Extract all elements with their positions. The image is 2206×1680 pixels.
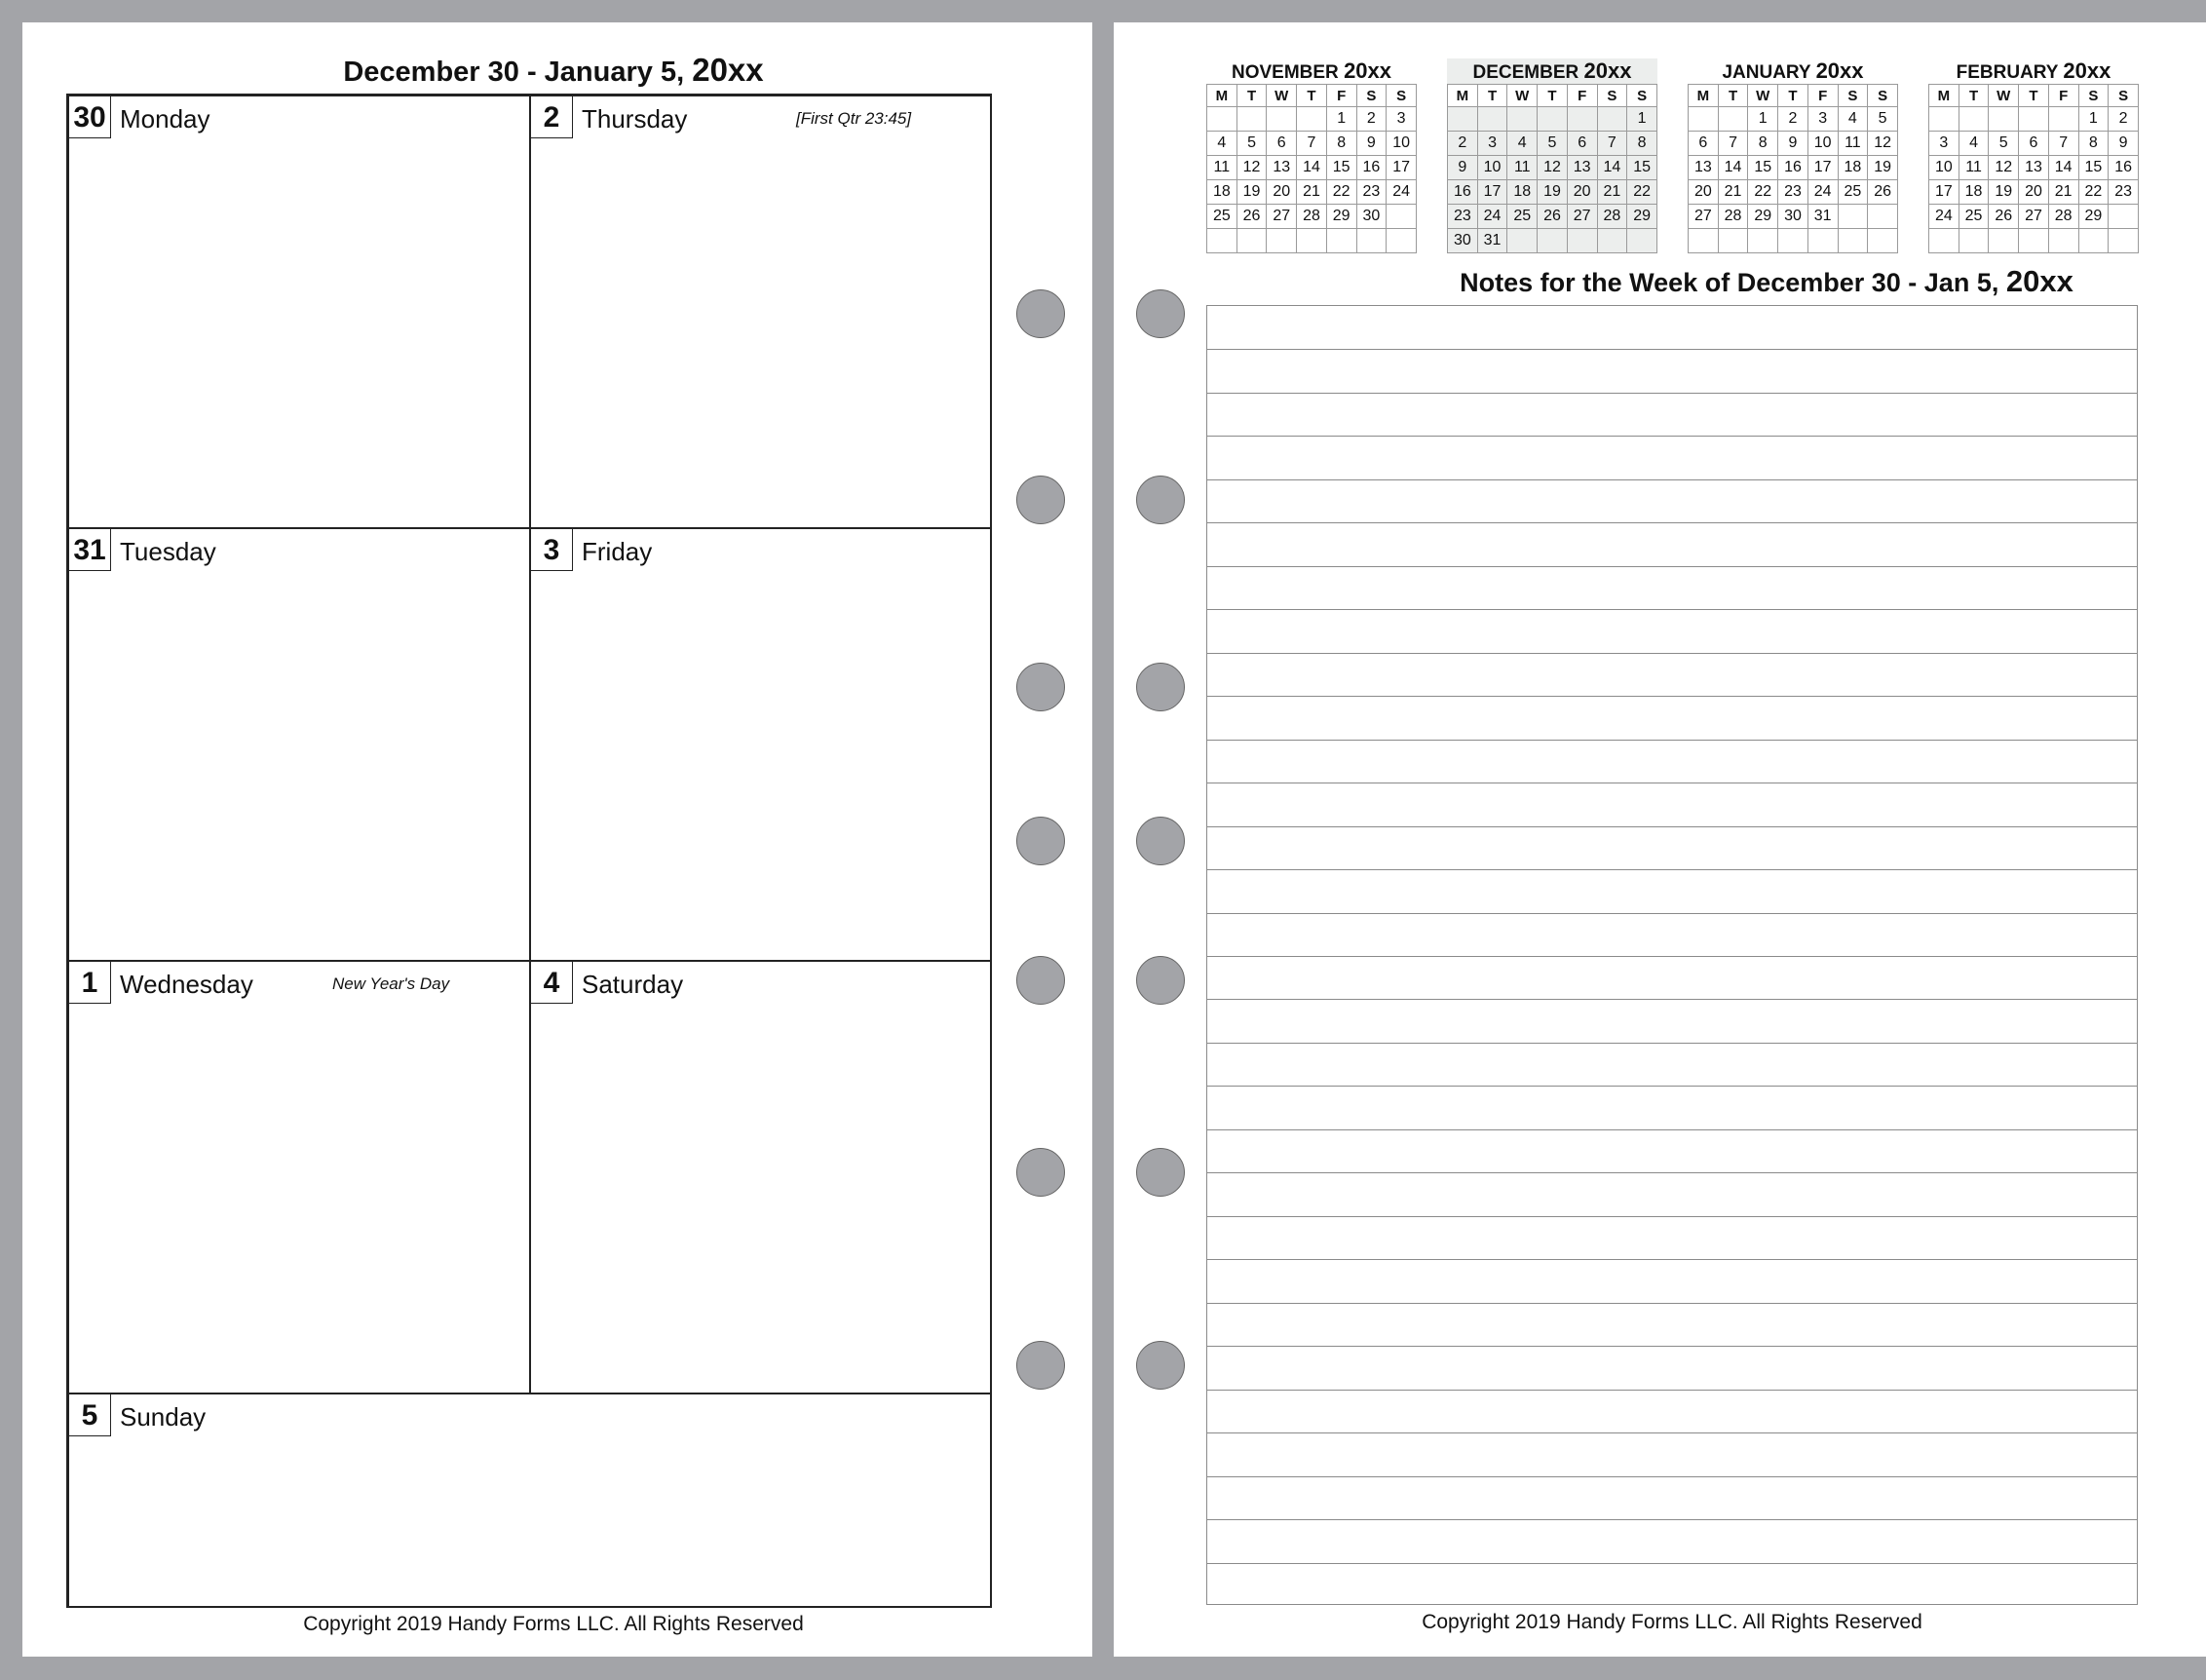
- day-name: Thursday: [582, 104, 688, 134]
- weekday-header: S: [1838, 85, 1868, 107]
- calendar-day: 10: [1807, 132, 1838, 156]
- calendar-day: 14: [2048, 156, 2078, 180]
- notes-line: [1207, 479, 2137, 480]
- left-page: [22, 22, 1092, 1657]
- notes-line: [1207, 956, 2137, 957]
- calendar-day: [1929, 107, 1959, 132]
- calendar-day: [1236, 107, 1267, 132]
- weekday-header: F: [2048, 85, 2078, 107]
- binder-hole: [1136, 817, 1185, 865]
- calendar-day: 28: [1597, 205, 1627, 229]
- calendar-day: 18: [1838, 156, 1868, 180]
- calendar-day: 10: [1929, 156, 1959, 180]
- day-number: 3: [530, 528, 573, 571]
- calendar-day: 21: [1718, 180, 1748, 205]
- binder-hole: [1136, 289, 1185, 338]
- calendar-day: 5: [1868, 107, 1898, 132]
- calendar-day: 24: [1387, 180, 1417, 205]
- mini-calendar-january: [1688, 58, 1898, 253]
- calendar-day: 22: [2078, 180, 2109, 205]
- weekday-header: T: [1477, 85, 1507, 107]
- calendar-day: 13: [1267, 156, 1297, 180]
- mini-calendar-grid: [1447, 84, 1657, 253]
- notes-line: [1207, 393, 2137, 394]
- calendar-day: 7: [1597, 132, 1627, 156]
- weekday-header: F: [1807, 85, 1838, 107]
- calendar-day: [1477, 107, 1507, 132]
- calendar-day: 5: [1989, 132, 2019, 156]
- weekday-header: T: [1538, 85, 1568, 107]
- day-note: [First Qtr 23:45]: [796, 109, 912, 128]
- calendar-day: 18: [1507, 180, 1538, 205]
- calendar-day: 23: [1356, 180, 1387, 205]
- mini-calendar-february: [1928, 58, 2139, 253]
- calendar-day: [1207, 229, 1237, 253]
- calendar-day: 28: [1297, 205, 1327, 229]
- mini-calendar-november: [1206, 58, 1417, 253]
- weekday-header: S: [1387, 85, 1417, 107]
- calendar-day: 14: [1297, 156, 1327, 180]
- notes-line: [1207, 1563, 2137, 1564]
- calendar-day: 6: [1267, 132, 1297, 156]
- calendar-day: [2019, 229, 2049, 253]
- day-number: 1: [68, 961, 111, 1004]
- calendar-day: [1326, 229, 1356, 253]
- calendar-day: [1989, 229, 2019, 253]
- calendar-day: 3: [1807, 107, 1838, 132]
- calendar-day: [1297, 107, 1327, 132]
- calendar-day: 22: [1627, 180, 1657, 205]
- mini-calendar-december: [1447, 58, 1657, 253]
- weekday-header: T: [1718, 85, 1748, 107]
- calendar-day: 9: [1778, 132, 1808, 156]
- notes-line: [1207, 566, 2137, 567]
- calendar-day: 26: [1538, 205, 1568, 229]
- calendar-day: 7: [2048, 132, 2078, 156]
- calendar-day: 2: [1448, 132, 1478, 156]
- calendar-day: 23: [1448, 205, 1478, 229]
- calendar-day: [1989, 107, 2019, 132]
- calendar-day: [1567, 229, 1597, 253]
- calendar-day: [1567, 107, 1597, 132]
- calendar-day: 25: [1507, 205, 1538, 229]
- notes-line: [1207, 1303, 2137, 1304]
- calendar-day: 12: [1236, 156, 1267, 180]
- calendar-day: 24: [1477, 205, 1507, 229]
- weekday-header: S: [1868, 85, 1898, 107]
- calendar-day: 6: [2019, 132, 2049, 156]
- calendar-day: [1207, 107, 1237, 132]
- notes-line: [1207, 1129, 2137, 1130]
- calendar-day: 17: [1929, 180, 1959, 205]
- calendar-day: [1748, 229, 1778, 253]
- calendar-day: [1959, 229, 1989, 253]
- binder-hole: [1136, 1148, 1185, 1197]
- calendar-day: 26: [1868, 180, 1898, 205]
- calendar-day: 16: [1778, 156, 1808, 180]
- calendar-day: 15: [1627, 156, 1657, 180]
- notes-line: [1207, 913, 2137, 914]
- calendar-day: 26: [1989, 205, 2019, 229]
- calendar-day: [1959, 107, 1989, 132]
- calendar-day: 1: [2078, 107, 2109, 132]
- calendar-day: 21: [1597, 180, 1627, 205]
- binder-hole: [1016, 1341, 1065, 1390]
- notes-line: [1207, 999, 2137, 1000]
- calendar-day: 9: [1448, 156, 1478, 180]
- day-number: 31: [68, 528, 111, 571]
- calendar-day: 16: [1356, 156, 1387, 180]
- calendar-day: 5: [1236, 132, 1267, 156]
- right-page: [1114, 22, 2206, 1657]
- notes-title: Notes for the Week of December 30 - Jan 5, 20xx: [1460, 264, 2073, 298]
- calendar-day: [1387, 229, 1417, 253]
- weekday-header: S: [1597, 85, 1627, 107]
- notes-line: [1207, 1216, 2137, 1217]
- day-name: Tuesday: [120, 537, 216, 566]
- calendar-day: [1387, 205, 1417, 229]
- calendar-day: [1356, 229, 1387, 253]
- calendar-day: [1929, 229, 1959, 253]
- calendar-day: 29: [2078, 205, 2109, 229]
- day-number: 2: [530, 95, 573, 138]
- day-number: 5: [68, 1394, 111, 1436]
- weekday-header: T: [1959, 85, 1989, 107]
- calendar-day: 15: [1326, 156, 1356, 180]
- day-cell-monday[interactable]: [68, 95, 530, 528]
- calendar-day: 13: [2019, 156, 2049, 180]
- week-title-year: 20xx: [692, 52, 764, 88]
- calendar-day: 11: [1207, 156, 1237, 180]
- calendar-day: 13: [1567, 156, 1597, 180]
- day-name: Friday: [582, 537, 653, 566]
- notes-line: [1207, 1172, 2137, 1173]
- calendar-day: 10: [1387, 132, 1417, 156]
- day-number: 4: [530, 961, 573, 1004]
- calendar-day: 31: [1807, 205, 1838, 229]
- calendar-day: [2019, 107, 2049, 132]
- calendar-day: 28: [1718, 205, 1748, 229]
- mini-calendar-title: NOVEMBER 20xx: [1231, 58, 1392, 83]
- weekday-header: T: [1236, 85, 1267, 107]
- calendar-day: 21: [1297, 180, 1327, 205]
- mini-calendar-title: FEBRUARY 20xx: [1956, 58, 2111, 83]
- weekday-header: T: [1778, 85, 1808, 107]
- calendar-day: 18: [1207, 180, 1237, 205]
- notes-line: [1207, 653, 2137, 654]
- calendar-day: 17: [1807, 156, 1838, 180]
- calendar-day: [1718, 229, 1748, 253]
- weekday-header: T: [1297, 85, 1327, 107]
- calendar-day: 28: [2048, 205, 2078, 229]
- calendar-day: [1868, 205, 1898, 229]
- calendar-day: 3: [1929, 132, 1959, 156]
- notes-line: [1207, 1432, 2137, 1433]
- notes-line: [1207, 1346, 2137, 1347]
- calendar-day: 5: [1538, 132, 1568, 156]
- calendar-day: 29: [1326, 205, 1356, 229]
- binder-hole: [1016, 289, 1065, 338]
- calendar-day: 8: [2078, 132, 2109, 156]
- calendar-day: 7: [1297, 132, 1327, 156]
- calendar-day: 11: [1838, 132, 1868, 156]
- calendar-day: [1538, 107, 1568, 132]
- day-cell-friday[interactable]: [530, 528, 992, 961]
- binder-hole: [1136, 663, 1185, 711]
- calendar-day: 24: [1929, 205, 1959, 229]
- calendar-day: [2109, 205, 2139, 229]
- notes-line: [1207, 1086, 2137, 1087]
- calendar-day: 2: [2109, 107, 2139, 132]
- calendar-day: 27: [2019, 205, 2049, 229]
- notes-line: [1207, 522, 2137, 523]
- binder-hole: [1016, 956, 1065, 1005]
- calendar-day: 25: [1207, 205, 1237, 229]
- calendar-day: 27: [1689, 205, 1719, 229]
- calendar-day: 16: [1448, 180, 1478, 205]
- calendar-day: 4: [1507, 132, 1538, 156]
- calendar-day: 2: [1356, 107, 1387, 132]
- day-name: Monday: [120, 104, 210, 134]
- calendar-day: [2048, 107, 2078, 132]
- calendar-day: 15: [1748, 156, 1778, 180]
- weekday-header: S: [2078, 85, 2109, 107]
- calendar-day: [1538, 229, 1568, 253]
- day-name: Wednesday: [120, 970, 253, 999]
- calendar-day: [1838, 229, 1868, 253]
- calendar-day: 25: [1838, 180, 1868, 205]
- notes-line: [1207, 1043, 2137, 1044]
- calendar-day: 18: [1959, 180, 1989, 205]
- binder-hole: [1136, 1341, 1185, 1390]
- calendar-day: 19: [1538, 180, 1568, 205]
- calendar-day: 1: [1748, 107, 1778, 132]
- weekday-header: W: [1507, 85, 1538, 107]
- calendar-day: 20: [1267, 180, 1297, 205]
- weekday-header: W: [1748, 85, 1778, 107]
- calendar-day: [1236, 229, 1267, 253]
- calendar-day: 20: [1567, 180, 1597, 205]
- calendar-day: 12: [1868, 132, 1898, 156]
- calendar-day: [1718, 107, 1748, 132]
- calendar-day: [1689, 229, 1719, 253]
- calendar-day: 6: [1567, 132, 1597, 156]
- mini-calendar-title: JANUARY 20xx: [1722, 58, 1864, 83]
- weekday-header: W: [1989, 85, 2019, 107]
- calendar-day: 19: [1868, 156, 1898, 180]
- calendar-day: 13: [1689, 156, 1719, 180]
- calendar-day: 3: [1387, 107, 1417, 132]
- calendar-day: 10: [1477, 156, 1507, 180]
- calendar-day: 4: [1959, 132, 1989, 156]
- calendar-day: 22: [1326, 180, 1356, 205]
- calendar-day: 23: [2109, 180, 2139, 205]
- calendar-day: 20: [1689, 180, 1719, 205]
- calendar-day: 15: [2078, 156, 2109, 180]
- calendar-day: [1778, 229, 1808, 253]
- mini-calendar-title: DECEMBER 20xx: [1447, 58, 1657, 84]
- notes-line: [1207, 1390, 2137, 1391]
- calendar-day: 6: [1689, 132, 1719, 156]
- day-cell-saturday[interactable]: [530, 961, 992, 1394]
- calendar-day: [1689, 107, 1719, 132]
- calendar-day: 24: [1807, 180, 1838, 205]
- binder-hole: [1136, 956, 1185, 1005]
- calendar-day: [2078, 229, 2109, 253]
- calendar-day: 30: [1448, 229, 1478, 253]
- day-name: Saturday: [582, 970, 684, 999]
- calendar-day: [1807, 229, 1838, 253]
- calendar-day: [2109, 229, 2139, 253]
- calendar-day: 21: [2048, 180, 2078, 205]
- binder-hole: [1016, 817, 1065, 865]
- day-cell-wednesday[interactable]: [68, 961, 530, 1394]
- copyright-left: Copyright 2019 Handy Forms LLC. All Rights Reserved: [303, 1613, 804, 1635]
- calendar-day: 29: [1627, 205, 1657, 229]
- weekday-header: S: [2109, 85, 2139, 107]
- notes-line: [1207, 696, 2137, 697]
- binder-hole: [1016, 1148, 1065, 1197]
- binder-hole: [1136, 476, 1185, 524]
- mini-calendar-grid: [1928, 84, 2139, 253]
- binder-hole: [1016, 476, 1065, 524]
- calendar-day: 30: [1778, 205, 1808, 229]
- calendar-day: 14: [1718, 156, 1748, 180]
- calendar-day: 19: [1989, 180, 2019, 205]
- calendar-day: 2: [1778, 107, 1808, 132]
- week-title: [22, 52, 1084, 89]
- notes-line: [1207, 869, 2137, 870]
- calendar-day: 8: [1326, 132, 1356, 156]
- calendar-day: [2048, 229, 2078, 253]
- day-note: New Year's Day: [332, 974, 450, 993]
- calendar-day: 7: [1718, 132, 1748, 156]
- calendar-day: 27: [1567, 205, 1597, 229]
- calendar-day: 20: [2019, 180, 2049, 205]
- weekday-header: F: [1567, 85, 1597, 107]
- calendar-day: 4: [1838, 107, 1868, 132]
- calendar-day: [1507, 107, 1538, 132]
- calendar-day: 8: [1748, 132, 1778, 156]
- notes-line: [1207, 436, 2137, 437]
- calendar-day: [1297, 229, 1327, 253]
- day-cell-tuesday[interactable]: [68, 528, 530, 961]
- notes-line: [1207, 1259, 2137, 1260]
- notes-line: [1207, 826, 2137, 827]
- mini-calendar-grid: [1688, 84, 1898, 253]
- calendar-day: 12: [1989, 156, 2019, 180]
- day-cell-thursday[interactable]: [530, 95, 992, 528]
- calendar-day: 11: [1507, 156, 1538, 180]
- calendar-day: [1597, 107, 1627, 132]
- day-name: Sunday: [120, 1402, 207, 1432]
- notes-line: [1207, 349, 2137, 350]
- calendar-day: 25: [1959, 205, 1989, 229]
- weekday-header: F: [1326, 85, 1356, 107]
- calendar-day: [1507, 229, 1538, 253]
- notes-line: [1207, 609, 2137, 610]
- weekday-header: T: [2019, 85, 2049, 107]
- notes-line: [1207, 1519, 2137, 1520]
- calendar-day: [1868, 229, 1898, 253]
- calendar-day: 27: [1267, 205, 1297, 229]
- calendar-day: 22: [1748, 180, 1778, 205]
- calendar-day: 8: [1627, 132, 1657, 156]
- week-title-text: December 30 - January 5,: [343, 57, 685, 88]
- calendar-day: 1: [1326, 107, 1356, 132]
- weekday-header: S: [1356, 85, 1387, 107]
- calendar-day: 1: [1627, 107, 1657, 132]
- calendar-day: 9: [2109, 132, 2139, 156]
- day-grid: [66, 94, 992, 1608]
- notes-line: [1207, 1476, 2137, 1477]
- weekday-header: S: [1627, 85, 1657, 107]
- calendar-day: [1597, 229, 1627, 253]
- calendar-day: 30: [1356, 205, 1387, 229]
- binder-hole: [1016, 663, 1065, 711]
- calendar-day: 19: [1236, 180, 1267, 205]
- calendar-day: 11: [1959, 156, 1989, 180]
- mini-calendar-grid: [1206, 84, 1417, 253]
- calendar-day: [1267, 107, 1297, 132]
- calendar-day: 29: [1748, 205, 1778, 229]
- calendar-day: [1267, 229, 1297, 253]
- calendar-day: 17: [1477, 180, 1507, 205]
- weekday-header: M: [1448, 85, 1478, 107]
- calendar-day: 31: [1477, 229, 1507, 253]
- copyright-right: Copyright 2019 Handy Forms LLC. All Rights Reserved: [1422, 1611, 1922, 1633]
- weekday-header: M: [1689, 85, 1719, 107]
- calendar-day: 14: [1597, 156, 1627, 180]
- weekday-header: W: [1267, 85, 1297, 107]
- notes-area[interactable]: [1206, 305, 2138, 1605]
- calendar-day: 26: [1236, 205, 1267, 229]
- day-number: 30: [68, 95, 111, 138]
- calendar-day: 23: [1778, 180, 1808, 205]
- calendar-day: 12: [1538, 156, 1568, 180]
- calendar-day: 9: [1356, 132, 1387, 156]
- day-cell-sunday[interactable]: [68, 1394, 992, 1608]
- calendar-day: 3: [1477, 132, 1507, 156]
- calendar-day: 17: [1387, 156, 1417, 180]
- calendar-day: [1627, 229, 1657, 253]
- weekday-header: M: [1929, 85, 1959, 107]
- weekday-header: M: [1207, 85, 1237, 107]
- calendar-day: 4: [1207, 132, 1237, 156]
- calendar-day: [1448, 107, 1478, 132]
- notes-line: [1207, 740, 2137, 741]
- calendar-day: 16: [2109, 156, 2139, 180]
- calendar-day: [1838, 205, 1868, 229]
